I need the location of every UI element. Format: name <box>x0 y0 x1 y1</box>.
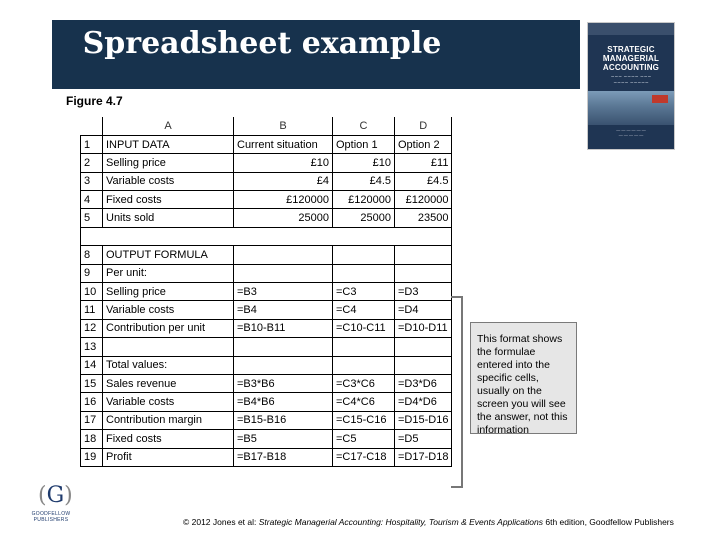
cell-d <box>395 246 452 264</box>
cell-c <box>333 246 395 264</box>
book-cover-badge <box>652 95 668 103</box>
footer-book-title: Strategic Managerial Accounting: Hospitality, Tourism & Events Applications <box>258 517 543 527</box>
table-row <box>81 301 452 319</box>
cell-b: =B3 <box>234 283 333 301</box>
table-row <box>81 172 452 190</box>
cell-a: INPUT DATA <box>103 135 234 153</box>
book-cover-title-line: MANAGERIAL <box>602 54 660 63</box>
publisher-logo-letter: G <box>46 483 65 508</box>
cell-c: 25000 <box>333 209 395 227</box>
row-number: 8 <box>81 246 103 264</box>
cell-c: =C5 <box>333 430 395 448</box>
title-bar <box>52 20 580 89</box>
publisher-logo-line: GOODFELLOW <box>31 511 71 517</box>
cell-d: =D10-D11 <box>395 319 452 337</box>
cell-c: £120000 <box>333 191 395 209</box>
formula-bracket <box>451 296 463 488</box>
row-number: 2 <box>81 154 103 172</box>
cell-b <box>234 338 333 356</box>
cell-a: Variable costs <box>103 301 234 319</box>
row-number: 17 <box>81 411 103 429</box>
cell-c: £10 <box>333 154 395 172</box>
cell-c <box>333 338 395 356</box>
table-gap-row <box>81 227 452 245</box>
row-number: 16 <box>81 393 103 411</box>
row-number: 5 <box>81 209 103 227</box>
cell-d: =D4 <box>395 301 452 319</box>
cell-b: £120000 <box>234 191 333 209</box>
cell-a: Selling price <box>103 154 234 172</box>
cell-d: =D5 <box>395 430 452 448</box>
column-header-corner <box>81 117 103 135</box>
cell-d: £120000 <box>395 191 452 209</box>
table-row <box>81 246 452 264</box>
footer-suffix: 6th edition, Goodfellow Publishers <box>543 517 674 527</box>
cell-b: £10 <box>234 154 333 172</box>
table-row <box>81 154 452 172</box>
cell-d: =D17-D18 <box>395 448 452 466</box>
row-number: 14 <box>81 356 103 374</box>
cell-d <box>395 356 452 374</box>
cell-b <box>234 246 333 264</box>
cell-b: =B15-B16 <box>234 411 333 429</box>
cell-c: £4.5 <box>333 172 395 190</box>
cell-d: =D3*D6 <box>395 374 452 392</box>
cell-d <box>395 264 452 282</box>
table-row <box>81 356 452 374</box>
cell-b: =B5 <box>234 430 333 448</box>
cell-a: Variable costs <box>103 172 234 190</box>
cell-b: =B17-B18 <box>234 448 333 466</box>
row-number: 18 <box>81 430 103 448</box>
cell-c <box>333 264 395 282</box>
spreadsheet-table <box>80 117 452 467</box>
column-header-b: B <box>234 117 333 135</box>
row-number-empty <box>81 227 103 245</box>
callout-box: This format shows the formulae entered into the specific cells, usually on the screen you will see the answer, not this information <box>470 322 577 434</box>
table-row <box>81 374 452 392</box>
book-cover-title-line: STRATEGIC <box>607 45 655 54</box>
table-row <box>81 283 452 301</box>
cell-d: £11 <box>395 154 452 172</box>
column-header-c: C <box>333 117 395 135</box>
cell-empty <box>333 227 395 245</box>
publisher-logo-text <box>26 511 76 523</box>
cell-a: Fixed costs <box>103 430 234 448</box>
cell-empty <box>234 227 333 245</box>
cell-b <box>234 356 333 374</box>
cell-empty <box>395 227 452 245</box>
publisher-logo <box>26 484 76 530</box>
row-number: 19 <box>81 448 103 466</box>
book-cover-title <box>588 45 674 72</box>
cell-empty <box>103 227 234 245</box>
book-cover-title-line: ACCOUNTING <box>602 63 660 72</box>
table-row <box>81 338 452 356</box>
footer-citation <box>183 517 674 527</box>
book-cover-image <box>587 22 675 150</box>
cell-d: =D4*D6 <box>395 393 452 411</box>
row-number: 15 <box>81 374 103 392</box>
cell-a: Sales revenue <box>103 374 234 392</box>
book-cover-subtitle-decor: ~~~ ~~~~ ~~~ ~~~~ ~~~~~ <box>610 75 652 86</box>
cell-c: Option 1 <box>333 135 395 153</box>
cell-d <box>395 338 452 356</box>
cell-a: Selling price <box>103 283 234 301</box>
publisher-logo-line: PUBLISHERS <box>33 517 69 523</box>
figure-label: Figure 4.7 <box>66 94 123 108</box>
cell-d: Option 2 <box>395 135 452 153</box>
table-row <box>81 430 452 448</box>
row-number: 9 <box>81 264 103 282</box>
cell-a: Variable costs <box>103 393 234 411</box>
cell-a: Profit <box>103 448 234 466</box>
row-number: 12 <box>81 319 103 337</box>
book-cover-top-strip <box>588 23 674 35</box>
slide-title: Spreadsheet example <box>82 26 442 61</box>
cell-d: 23500 <box>395 209 452 227</box>
cell-c: =C15-C16 <box>333 411 395 429</box>
cell-c: =C4 <box>333 301 395 319</box>
row-number: 1 <box>81 135 103 153</box>
cell-a: Total values: <box>103 356 234 374</box>
cell-b: £4 <box>234 172 333 190</box>
cell-d: =D15-D16 <box>395 411 452 429</box>
row-number: 13 <box>81 338 103 356</box>
column-header-a: A <box>103 117 234 135</box>
cell-a: Per unit: <box>103 264 234 282</box>
column-header-d: D <box>395 117 452 135</box>
cell-b: =B4 <box>234 301 333 319</box>
cell-a: Contribution per unit <box>103 319 234 337</box>
cell-c: =C3 <box>333 283 395 301</box>
row-number: 3 <box>81 172 103 190</box>
cell-b <box>234 264 333 282</box>
cell-a: OUTPUT FORMULA <box>103 246 234 264</box>
table-row <box>81 393 452 411</box>
cell-d: =D3 <box>395 283 452 301</box>
table-row <box>81 191 452 209</box>
cell-c: =C17-C18 <box>333 448 395 466</box>
table-row <box>81 411 452 429</box>
cell-b: =B4*B6 <box>234 393 333 411</box>
row-number: 4 <box>81 191 103 209</box>
table-row <box>81 135 452 153</box>
cell-b: =B3*B6 <box>234 374 333 392</box>
table-row <box>81 319 452 337</box>
row-number: 10 <box>81 283 103 301</box>
cell-a: Fixed costs <box>103 191 234 209</box>
cell-a: Units sold <box>103 209 234 227</box>
publisher-logo-mark: (G) <box>38 483 73 508</box>
cell-d: £4.5 <box>395 172 452 190</box>
cell-a <box>103 338 234 356</box>
row-number: 11 <box>81 301 103 319</box>
footer-prefix: © 2012 Jones et al: <box>183 517 259 527</box>
table-row <box>81 448 452 466</box>
cell-c: =C3*C6 <box>333 374 395 392</box>
cell-b: 25000 <box>234 209 333 227</box>
column-header-row <box>81 117 452 135</box>
book-cover-authors-decor: — — — — — — — — — — — <box>616 127 646 137</box>
cell-a: Contribution margin <box>103 411 234 429</box>
table-row <box>81 209 452 227</box>
cell-c: =C4*C6 <box>333 393 395 411</box>
cell-b: =B10-B11 <box>234 319 333 337</box>
table-row <box>81 264 452 282</box>
cell-c <box>333 356 395 374</box>
cell-c: =C10-C11 <box>333 319 395 337</box>
cell-b: Current situation <box>234 135 333 153</box>
